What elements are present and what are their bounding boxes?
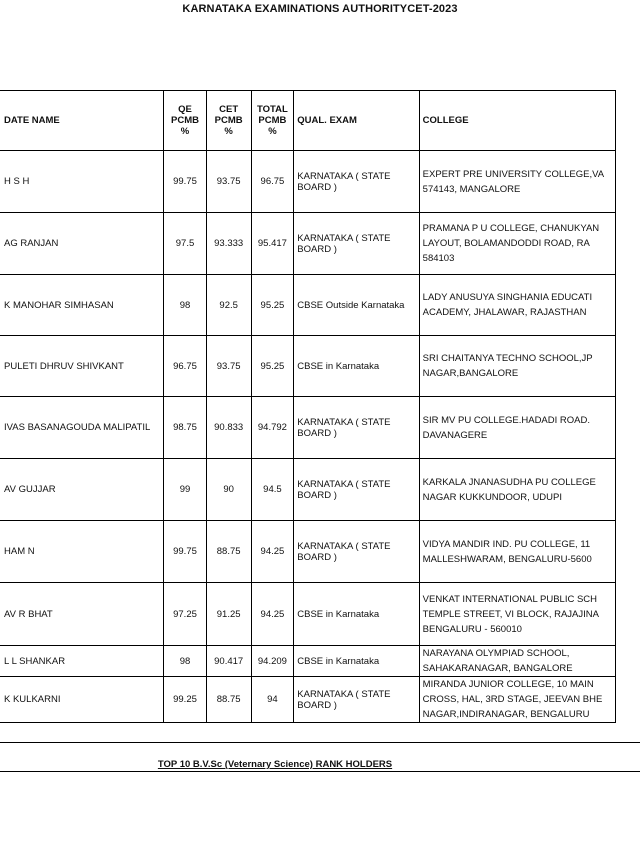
candidate-name: K KULKARNI	[4, 694, 61, 705]
qual-exam-cell: KARNATAKA ( STATE BOARD )	[294, 677, 419, 723]
candidate-name: AG RANJAN	[4, 238, 59, 249]
qe-pcmb-cell: 97.25	[164, 583, 206, 646]
header-total-pcmb	[251, 91, 294, 151]
table-row	[0, 275, 616, 336]
college-line: CROSS, HAL, 3RD STAGE, JEEVAN BHE	[422, 694, 603, 705]
college-cell	[419, 213, 615, 275]
header-cet-line2: PCMB %	[214, 115, 243, 137]
header-candidate-name	[0, 91, 164, 151]
qe-pcmb-cell: 99.25	[164, 677, 206, 723]
college-line: SIR MV PU COLLEGE.HADADI ROAD.	[422, 414, 590, 426]
qe-pcmb-cell: 99.75	[164, 521, 206, 583]
table-row	[0, 459, 616, 521]
college-cell	[419, 336, 615, 397]
cet-pcmb-cell: 90.417	[206, 646, 251, 677]
qual-exam-cell: KARNATAKA ( STATE BOARD )	[294, 459, 419, 521]
table-row	[0, 646, 616, 677]
header-cet-line1: CET	[219, 104, 239, 115]
college-line: BENGALURU - 560010	[422, 623, 522, 635]
college-line: MIRANDA JUNIOR COLLEGE, 10 MAIN	[422, 679, 594, 690]
candidate-name-cell	[0, 336, 164, 397]
college-cell	[419, 459, 615, 521]
candidate-name: L L SHANKAR	[4, 655, 66, 667]
college-line: LAYOUT, BOLAMANDODDI ROAD, RA	[422, 238, 590, 249]
qual-exam-cell: CBSE in Karnataka	[294, 336, 419, 397]
total-pcmb-cell: 94	[251, 677, 294, 723]
qual-exam-cell: KARNATAKA ( STATE BOARD )	[294, 151, 419, 213]
qe-pcmb-cell: 99	[164, 459, 206, 521]
college-line: NAGAR KUKKUNDOOR, UDUPI	[422, 491, 563, 503]
table-row	[0, 213, 616, 275]
candidate-name: HAM N	[4, 546, 35, 557]
college-cell	[419, 646, 615, 677]
total-pcmb-cell: 94.209	[251, 646, 294, 677]
college-line: SAHAKARANAGAR, BANGALORE	[422, 663, 573, 674]
total-pcmb-cell: 95.25	[251, 275, 294, 336]
table-row	[0, 583, 616, 646]
candidate-name-cell	[0, 521, 164, 583]
cet-pcmb-cell: 88.75	[206, 521, 251, 583]
qual-exam-cell: KARNATAKA ( STATE BOARD )	[294, 213, 419, 275]
cet-pcmb-cell: 93.333	[206, 213, 251, 275]
cet-pcmb-cell: 93.75	[206, 336, 251, 397]
qe-pcmb-cell: 97.5	[164, 213, 206, 275]
qe-pcmb-cell: 98.75	[164, 397, 206, 459]
candidate-name: H S H	[4, 176, 30, 187]
document-title: KARNATAKA EXAMINATIONS AUTHORITYCET-2023	[182, 3, 458, 15]
college-line: ACADEMY, JHALAWAR, RAJASTHAN	[422, 307, 587, 318]
college-cell	[419, 677, 615, 723]
qe-pcmb-cell: 98	[164, 275, 206, 336]
college-line: 584103	[422, 253, 455, 264]
table-row	[0, 677, 616, 723]
candidate-name-cell	[0, 583, 164, 646]
qe-pcmb-cell: 99.75	[164, 151, 206, 213]
qual-exam-cell: CBSE Outside Karnataka	[294, 275, 419, 336]
section-title: TOP 10 B.V.Sc (Veternary Science) RANK HOLDERS	[157, 759, 393, 770]
college-line: 574143, MANGALORE	[422, 183, 521, 195]
college-line: MALLESHWARAM, BENGALURU-5600	[422, 553, 592, 565]
college-line: VIDYA MANDIR IND. PU COLLEGE, 11	[422, 538, 591, 550]
header-qe-line1: QE	[178, 104, 192, 115]
candidate-name-cell	[0, 397, 164, 459]
total-pcmb-cell: 95.25	[251, 336, 294, 397]
divider-line	[0, 742, 640, 743]
candidate-name: AV R BHAT	[4, 608, 53, 620]
cet-pcmb-cell: 90.833	[206, 397, 251, 459]
college-line: TEMPLE STREET, VI BLOCK, RAJAJINA	[422, 608, 599, 620]
header-total-line2: PCMB %	[258, 115, 287, 137]
total-pcmb-cell: 94.25	[251, 521, 294, 583]
college-line: KARKALA JNANASUDHA PU COLLEGE	[422, 476, 596, 488]
section-divider-line	[0, 771, 640, 772]
college-line: SRI CHAITANYA TECHNO SCHOOL,JP	[422, 353, 593, 364]
college-cell	[419, 275, 615, 336]
rank-holders-table	[0, 90, 616, 723]
header-total-line1: TOTAL	[257, 104, 288, 115]
total-pcmb-cell: 94.5	[251, 459, 294, 521]
cet-pcmb-cell: 92.5	[206, 275, 251, 336]
cet-pcmb-cell: 91.25	[206, 583, 251, 646]
qual-exam-cell: CBSE in Karnataka	[294, 583, 419, 646]
header-qual-exam: QUAL. EXAM	[294, 91, 419, 151]
qe-pcmb-cell: 98	[164, 646, 206, 677]
candidate-name-cell	[0, 151, 164, 213]
candidate-name: K MANOHAR SIMHASAN	[4, 299, 114, 311]
candidate-name-cell	[0, 646, 164, 677]
college-line: LADY ANUSUYA SINGHANIA EDUCATI	[422, 292, 593, 303]
candidate-name: PULETI DHRUV SHIVKANT	[4, 360, 124, 372]
college-line: PRAMANA P U COLLEGE, CHANUKYAN	[422, 223, 600, 234]
qual-exam-cell: KARNATAKA ( STATE BOARD )	[294, 521, 419, 583]
cet-pcmb-cell: 90	[206, 459, 251, 521]
table-header-row	[0, 91, 616, 151]
table-row	[0, 521, 616, 583]
cet-pcmb-cell: 93.75	[206, 151, 251, 213]
total-pcmb-cell: 94.25	[251, 583, 294, 646]
college-cell	[419, 397, 615, 459]
total-pcmb-cell: 94.792	[251, 397, 294, 459]
college-cell	[419, 583, 615, 646]
table-row	[0, 336, 616, 397]
qual-exam-cell: KARNATAKA ( STATE BOARD )	[294, 397, 419, 459]
header-qe-line2: PCMB %	[171, 115, 199, 137]
candidate-name-cell	[0, 677, 164, 723]
cet-pcmb-cell: 88.75	[206, 677, 251, 723]
college-line: NAGAR,INDIRANAGAR, BENGALURU	[422, 709, 590, 720]
qe-pcmb-cell: 96.75	[164, 336, 206, 397]
candidate-name-cell	[0, 275, 164, 336]
candidate-name: IVAS BASANAGOUDA MALIPATIL	[4, 422, 151, 433]
qual-exam-cell: CBSE in Karnataka	[294, 646, 419, 677]
table-row	[0, 151, 616, 213]
candidate-name-cell	[0, 459, 164, 521]
college-line: DAVANAGERE	[422, 429, 488, 441]
table-row	[0, 397, 616, 459]
header-cet-pcmb	[206, 91, 251, 151]
total-pcmb-cell: 95.417	[251, 213, 294, 275]
header-qe-pcmb	[164, 91, 206, 151]
college-line: VENKAT INTERNATIONAL PUBLIC SCH	[422, 593, 598, 605]
college-line: NARAYANA OLYMPIAD SCHOOL,	[422, 648, 570, 659]
college-line: NAGAR,BANGALORE	[422, 368, 519, 379]
header-candidate-name-text: DATE NAME	[4, 115, 60, 126]
candidate-name-cell	[0, 213, 164, 275]
header-college: COLLEGE	[419, 91, 615, 151]
candidate-name: AV GUJJAR	[4, 484, 56, 495]
total-pcmb-cell: 96.75	[251, 151, 294, 213]
college-line: EXPERT PRE UNIVERSITY COLLEGE,VA	[422, 168, 605, 180]
college-cell	[419, 521, 615, 583]
college-cell	[419, 151, 615, 213]
